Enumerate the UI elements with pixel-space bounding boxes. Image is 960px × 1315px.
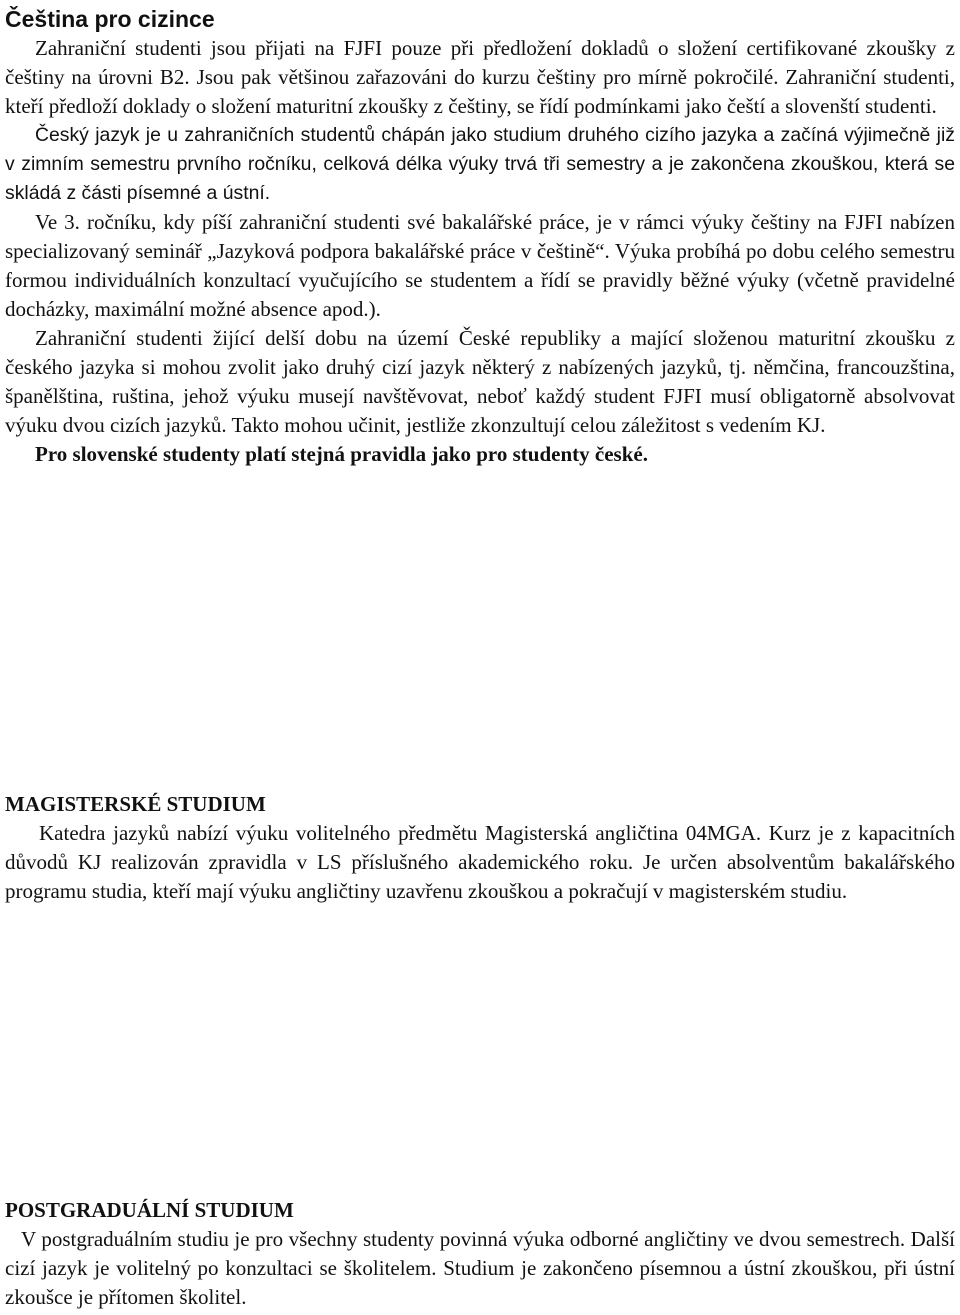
paragraph-master-english: Katedra jazyků nabízí výuku volitelného předmětu Magisterská angličtina 04MGA. Kurz je z kapacitních důvodů KJ realizován zpravidla v LS příslušného akademického roku. Je určen absolventům bakalářského programu studia, kteří mají výuku angličtiny uzavřenu zkouškou a pokračují v magisterském studiu. xyxy=(5,821,955,903)
paragraph-czech-as-second-language: Český jazyk je u zahraničních studentů chápán jako studium druhého cizího jazyka a začíná výjimečně již v zimním semestru prvního ročníku, celková délka výuky trvá tři semestry a je zakončena zkouškou, která se skládá z části písemné a ústní. xyxy=(5,124,955,204)
postgraduate-study-heading: POSTGRADUÁLNÍ STUDIUM xyxy=(5,1198,294,1222)
paragraph-postgraduate-english: V postgraduálním studiu je pro všechny studenty povinná výuka odborné angličtiny ve dvou semestrech. Další cizí jazyk je volitelný po konzultaci se školitelem. Studium je zakončeno písemnou a ústní zkouškou, při ústní zkoušce je přítomen školitel. xyxy=(5,1227,955,1309)
page-title: Čeština pro cizince xyxy=(5,6,215,32)
section-master-study xyxy=(5,790,955,906)
paragraph-bachelor-seminar: Ve 3. ročníku, kdy píší zahraniční studenti své bakalářské práce, je v rámci výuky češtiny na FJFI nabízen specializovaný seminář „Jazyková podpora bakalářské práce v češtině“. Výuka probíhá po dobu celého semestru formou individuálních konzultací vyučujícího se studentem a řídí se pravidly běžné výuky (včetně pravidelné docházky, maximální možné absence apod.). xyxy=(5,210,955,321)
paragraph-slovak-students: Pro slovenské studenty platí stejná pravidla jako pro studenty české. xyxy=(35,442,648,466)
section-czech-for-foreigners xyxy=(5,5,955,469)
section-postgraduate-study xyxy=(5,1196,955,1312)
master-study-heading: MAGISTERSKÉ STUDIUM xyxy=(5,792,266,816)
paragraph-long-term-residents: Zahraniční studenti žijící delší dobu na území České republiky a mající složenou maturitní zkoušku z českého jazyka si mohou zvolit jako druhý cizí jazyk některý z nabízených jazyků, tj. němčina, francouzština, španělština, ruština, jehož výuku musejí navštěvovat, neboť každý student FJFI musí obligatorně absolvovat výuku dvou cizích jazyků. Takto mohou učinit, jestliže zkonzultují celou záležitost s vedením KJ. xyxy=(5,326,955,437)
paragraph-admission: Zahraniční studenti jsou přijati na FJFI pouze při předložení dokladů o složení certifikované zkoušky z češtiny na úrovni B2. Jsou pak většinou zařazováni do kurzu češtiny pro mírně pokročilé. Zahraniční studenti, kteří předloží doklady o složení maturitní zkoušky z češtiny, se řídí podmínkami jako čeští a slovenští studenti. xyxy=(5,36,955,118)
